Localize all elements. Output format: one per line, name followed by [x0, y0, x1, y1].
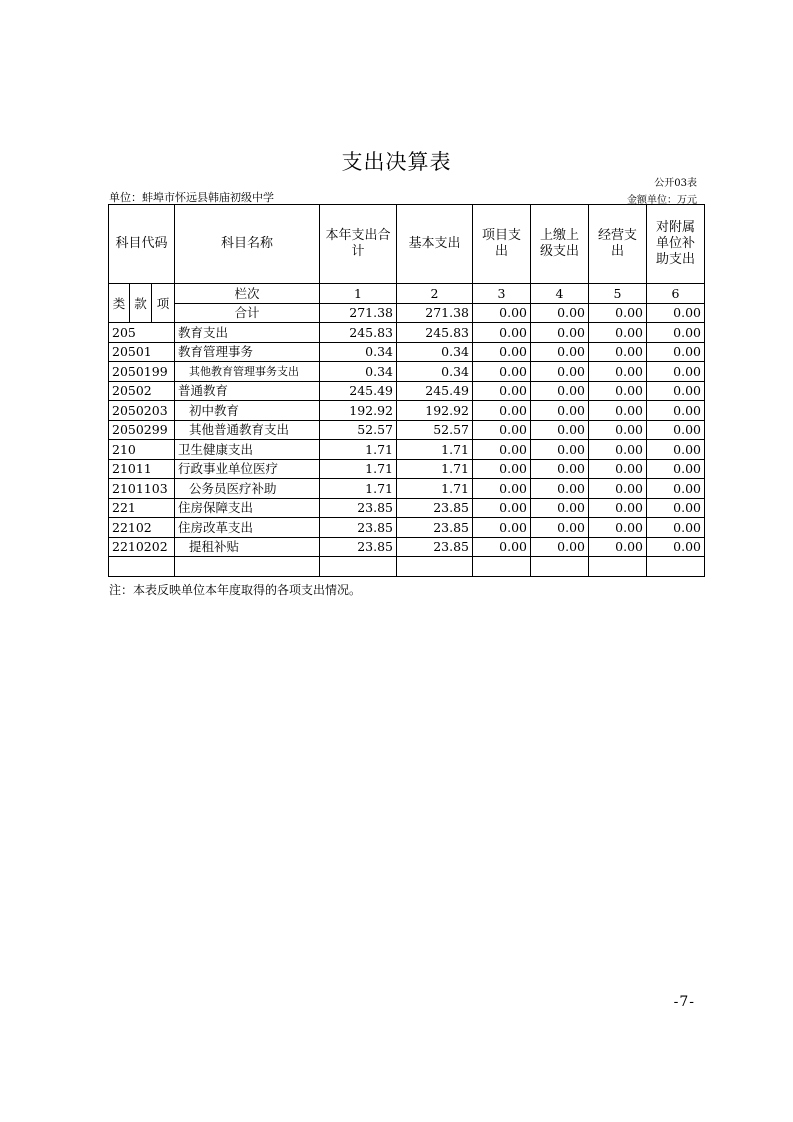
row-basic: 1.71: [397, 459, 473, 479]
header-xiang: 项: [152, 284, 175, 323]
header-project: 项目支出: [473, 205, 531, 284]
header-business: 经营支出: [589, 205, 647, 284]
table-row: [109, 381, 705, 401]
row-business: 0.00: [589, 537, 647, 557]
row-code: 22102: [109, 518, 175, 538]
row-business: 0.00: [589, 420, 647, 440]
header-basic: 基本支出: [397, 205, 473, 284]
row-upper: 0.00: [531, 440, 589, 460]
row-name: 提租补贴: [175, 537, 320, 557]
row-basic: 0.34: [397, 362, 473, 382]
col-number-2: 2: [397, 284, 473, 304]
header-total: 本年支出合计: [320, 205, 397, 284]
row-subsidiary: 0.00: [647, 362, 705, 382]
row-subsidiary: 0.00: [647, 323, 705, 343]
header-subsidiary: 对附属单位补助支出: [647, 205, 705, 284]
row-code: 2210202: [109, 537, 175, 557]
row-upper: 0.00: [531, 518, 589, 538]
row-upper: 0.00: [531, 498, 589, 518]
unit-label: 单位：蚌埠市怀远县韩庙初级中学: [109, 191, 274, 204]
row-business: 0.00: [589, 498, 647, 518]
row-business: 0.00: [589, 342, 647, 362]
row-business: 0.00: [589, 518, 647, 538]
header-lei: 类: [109, 284, 130, 323]
total-label: 合计: [175, 303, 320, 323]
total-row: [109, 303, 705, 323]
table-row: [109, 362, 705, 382]
row-name: 住房保障支出: [175, 498, 320, 518]
row-project: 0.00: [473, 498, 531, 518]
row-total: 23.85: [320, 537, 397, 557]
row-total: 1.71: [320, 440, 397, 460]
row-code: 2050199: [109, 362, 175, 382]
total-business: 0.00: [589, 303, 647, 323]
total-total: 271.38: [320, 303, 397, 323]
row-basic: 23.85: [397, 537, 473, 557]
header-lanci: 栏次: [175, 284, 320, 304]
row-upper: 0.00: [531, 323, 589, 343]
row-name: 教育支出: [175, 323, 320, 343]
col-number-1: 1: [320, 284, 397, 304]
row-name: 教育管理事务: [175, 342, 320, 362]
row-upper: 0.00: [531, 362, 589, 382]
row-subsidiary: 0.00: [647, 381, 705, 401]
header-code: 科目代码: [109, 205, 175, 284]
col-number-5: 5: [589, 284, 647, 304]
row-project: 0.00: [473, 381, 531, 401]
table-row: [109, 323, 705, 343]
row-subsidiary: 0.00: [647, 440, 705, 460]
row-basic: 0.34: [397, 342, 473, 362]
table-note: 注：本表反映单位本年度取得的各项支出情况。: [109, 583, 362, 597]
row-basic: 23.85: [397, 518, 473, 538]
row-code: 21011: [109, 459, 175, 479]
row-name: 卫生健康支出: [175, 440, 320, 460]
total-basic: 271.38: [397, 303, 473, 323]
row-project: 0.00: [473, 440, 531, 460]
row-subsidiary: 0.00: [647, 401, 705, 421]
total-upper: 0.00: [531, 303, 589, 323]
col-number-3: 3: [473, 284, 531, 304]
row-project: 0.00: [473, 342, 531, 362]
header-upper: 上缴上级支出: [531, 205, 589, 284]
row-project: 0.00: [473, 537, 531, 557]
table-row: [109, 420, 705, 440]
row-business: 0.00: [589, 440, 647, 460]
header-name: 科目名称: [175, 205, 320, 284]
row-project: 0.00: [473, 518, 531, 538]
row-business: 0.00: [589, 362, 647, 382]
row-name: 其他教育管理事务支出: [175, 362, 320, 382]
row-upper: 0.00: [531, 342, 589, 362]
row-total: 192.92: [320, 401, 397, 421]
header-row: [109, 205, 705, 284]
expenditure-table: [108, 204, 705, 577]
row-basic: 1.71: [397, 440, 473, 460]
row-total: 245.83: [320, 323, 397, 343]
row-code: 210: [109, 440, 175, 460]
row-subsidiary: 0.00: [647, 459, 705, 479]
row-subsidiary: 0.00: [647, 518, 705, 538]
row-subsidiary: 0.00: [647, 342, 705, 362]
row-upper: 0.00: [531, 459, 589, 479]
row-name: 行政事业单位医疗: [175, 459, 320, 479]
row-basic: 52.57: [397, 420, 473, 440]
row-code: 221: [109, 498, 175, 518]
row-total: 245.49: [320, 381, 397, 401]
row-basic: 192.92: [397, 401, 473, 421]
row-total: 23.85: [320, 518, 397, 538]
row-total: 23.85: [320, 498, 397, 518]
table-row: [109, 342, 705, 362]
row-basic: 23.85: [397, 498, 473, 518]
row-name: 初中教育: [175, 401, 320, 421]
page-number: -7-: [673, 994, 695, 1010]
row-project: 0.00: [473, 323, 531, 343]
row-subsidiary: 0.00: [647, 479, 705, 499]
table-row: [109, 401, 705, 421]
empty-row: [109, 557, 705, 577]
amount-unit-label: 金额单位：万元: [627, 195, 697, 206]
table-row: [109, 498, 705, 518]
row-project: 0.00: [473, 362, 531, 382]
row-code: 2101103: [109, 479, 175, 499]
row-upper: 0.00: [531, 537, 589, 557]
row-code: 20502: [109, 381, 175, 401]
row-name: 公务员医疗补助: [175, 479, 320, 499]
row-total: 1.71: [320, 479, 397, 499]
row-upper: 0.00: [531, 381, 589, 401]
form-id: 公开03表: [654, 178, 697, 189]
row-project: 0.00: [473, 479, 531, 499]
row-business: 0.00: [589, 401, 647, 421]
table-row: [109, 459, 705, 479]
row-business: 0.00: [589, 323, 647, 343]
total-subsidiary: 0.00: [647, 303, 705, 323]
row-subsidiary: 0.00: [647, 537, 705, 557]
row-basic: 1.71: [397, 479, 473, 499]
row-business: 0.00: [589, 381, 647, 401]
row-upper: 0.00: [531, 401, 589, 421]
row-business: 0.00: [589, 459, 647, 479]
row-basic: 245.49: [397, 381, 473, 401]
header-kuan: 款: [130, 284, 152, 323]
row-code: 2050203: [109, 401, 175, 421]
row-project: 0.00: [473, 459, 531, 479]
row-name: 普通教育: [175, 381, 320, 401]
row-total: 1.71: [320, 459, 397, 479]
row-upper: 0.00: [531, 420, 589, 440]
col-number-6: 6: [647, 284, 705, 304]
row-code: 205: [109, 323, 175, 343]
table-row: [109, 518, 705, 538]
row-name: 其他普通教育支出: [175, 420, 320, 440]
row-subsidiary: 0.00: [647, 498, 705, 518]
table-row: [109, 537, 705, 557]
col-number-4: 4: [531, 284, 589, 304]
row-project: 0.00: [473, 401, 531, 421]
table-body: [109, 205, 705, 577]
row-basic: 245.83: [397, 323, 473, 343]
row-upper: 0.00: [531, 479, 589, 499]
table-row: [109, 440, 705, 460]
row-project: 0.00: [473, 420, 531, 440]
page-title: 支出决算表: [341, 150, 452, 174]
row-code: 2050299: [109, 420, 175, 440]
table-row: [109, 479, 705, 499]
row-subsidiary: 0.00: [647, 420, 705, 440]
row-code: 20501: [109, 342, 175, 362]
total-project: 0.00: [473, 303, 531, 323]
row-total: 0.34: [320, 342, 397, 362]
column-number-row: [109, 284, 705, 304]
row-total: 0.34: [320, 362, 397, 382]
row-name: 住房改革支出: [175, 518, 320, 538]
row-business: 0.00: [589, 479, 647, 499]
row-total: 52.57: [320, 420, 397, 440]
